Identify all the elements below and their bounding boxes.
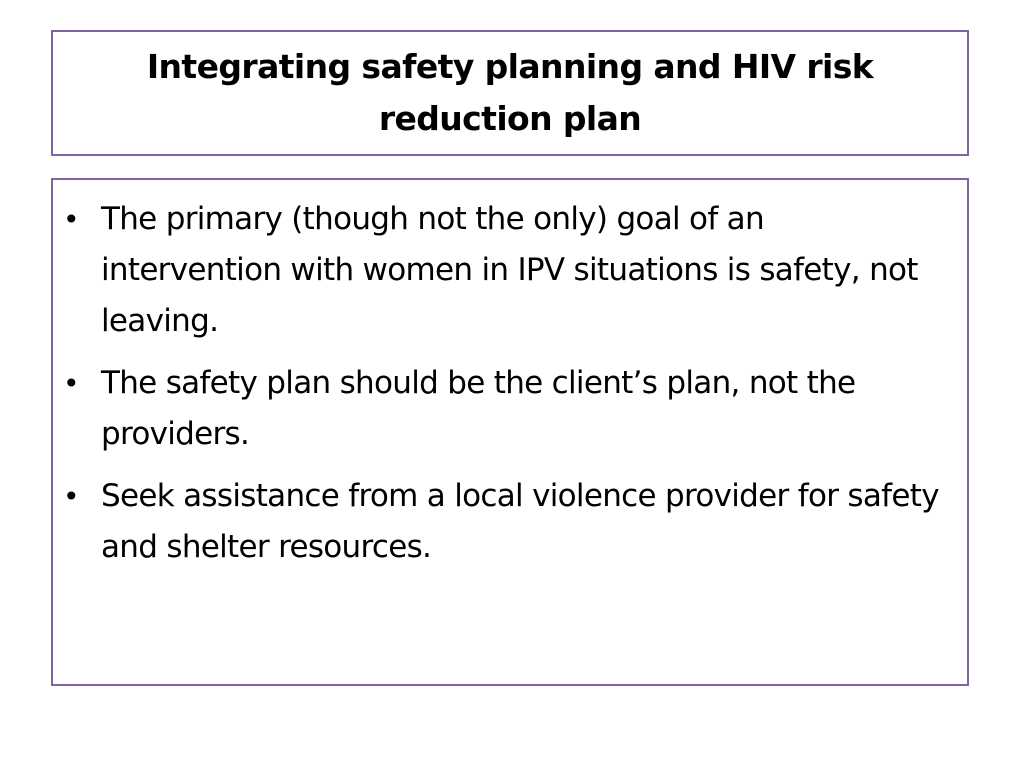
bullet-item [63,194,951,347]
bullet-dot-icon: • [63,480,79,513]
bullet-text: The primary (though not the only) goal of an intervention with women in IPV situations is safety, not leaving. [101,201,918,339]
content-box [51,178,969,686]
bullet-text: Seek assistance from a local violence provider for safety and shelter resources. [101,478,939,565]
slide-title: Integrating safety planning and HIV risk reduction plan [146,47,874,138]
title-box [51,30,969,156]
bullet-list [53,180,967,573]
bullet-dot-icon: • [63,203,79,236]
bullet-text: The safety plan should be the client’s plan, not the providers. [101,365,856,452]
bullet-dot-icon: • [63,367,79,400]
bullet-item [63,358,951,460]
bullet-item [63,471,951,573]
